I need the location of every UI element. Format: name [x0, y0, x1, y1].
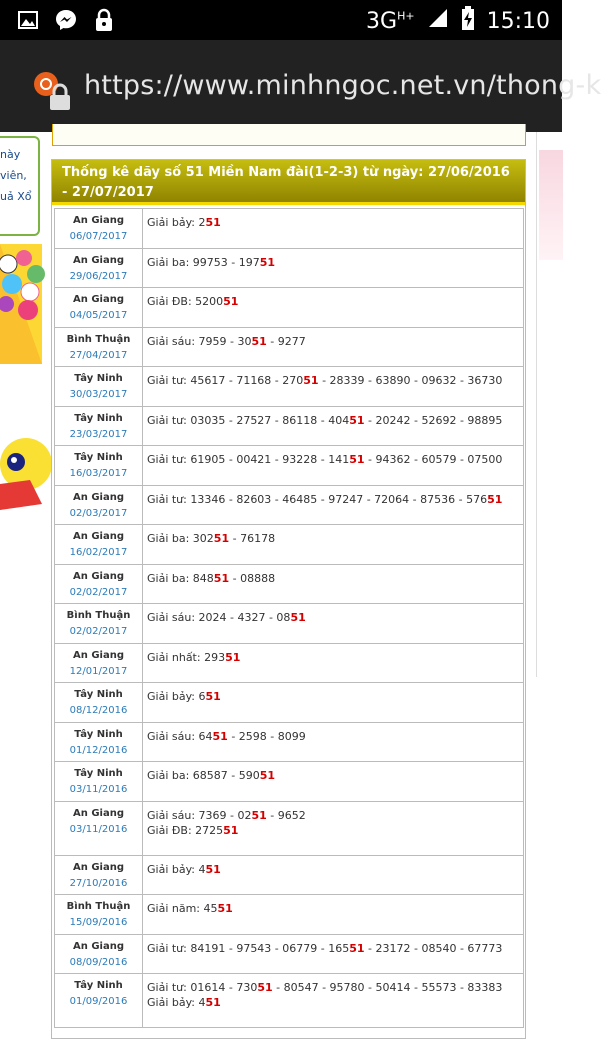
- prize-text: Giải ba: 302: [147, 532, 214, 545]
- province-cell: [55, 762, 143, 802]
- province-cell: [55, 855, 143, 895]
- prize-result-cell: [143, 801, 524, 855]
- prize-text: Giải ĐB: 5200: [147, 295, 224, 308]
- matched-digits: 51: [251, 334, 267, 348]
- prize-result-cell: [143, 722, 524, 762]
- prize-line: [147, 768, 519, 783]
- prize-text: Giải ba: 68587 - 590: [147, 769, 260, 782]
- draw-date-link[interactable]: 02/02/2017: [69, 586, 128, 598]
- province-name[interactable]: Bình Thuận: [66, 901, 131, 912]
- prize-line: [147, 452, 519, 467]
- draw-date-link[interactable]: 29/06/2017: [69, 270, 128, 282]
- table-row: [55, 525, 524, 565]
- prize-text: Giải tư: 61905 - 00421 - 93228 - 141: [147, 453, 350, 466]
- province-cell: [55, 209, 143, 249]
- matched-digits: 51: [223, 295, 239, 308]
- province-name[interactable]: An Giang: [72, 570, 124, 582]
- prize-text: Giải sáu: 2024 - 4327 - 08: [147, 611, 291, 624]
- draw-date-link[interactable]: 08/09/2016: [69, 956, 128, 968]
- matched-digits: 51: [303, 374, 319, 387]
- matched-digits: 51: [257, 981, 273, 994]
- prize-result-cell: [143, 934, 524, 974]
- prize-line: [147, 729, 519, 744]
- matched-digits: 51: [205, 690, 221, 703]
- province-name[interactable]: An Giang: [72, 294, 124, 305]
- prize-result-cell: [143, 683, 524, 723]
- province-cell: [55, 525, 143, 565]
- clock: 15:10: [486, 8, 550, 34]
- prize-text: Giải nhất: 293: [147, 650, 226, 664]
- prize-line: [147, 995, 519, 1010]
- draw-date-link[interactable]: 27/04/2017: [69, 349, 128, 361]
- top-notice-box: [52, 124, 526, 146]
- matched-digits: 51: [251, 808, 267, 822]
- matched-digits: 51: [205, 996, 221, 1009]
- matched-digits: 51: [225, 650, 241, 664]
- prize-line: [147, 334, 519, 349]
- prize-line: [147, 255, 519, 270]
- province-cell: [55, 327, 143, 367]
- table-row: [55, 762, 524, 802]
- table-row: [55, 801, 524, 855]
- table-row: [55, 485, 524, 525]
- right-ad-image[interactable]: [539, 150, 563, 260]
- prize-line: [147, 823, 519, 838]
- draw-date-link[interactable]: 08/12/2016: [69, 705, 128, 716]
- prize-text: Giải tư: 84191 - 97543 - 06779 - 165: [147, 941, 350, 955]
- prize-line: [147, 808, 519, 823]
- prize-result-cell: [143, 327, 524, 367]
- prize-result-cell: [143, 895, 524, 935]
- draw-date-link[interactable]: 03/11/2016: [69, 784, 128, 795]
- draw-date-link[interactable]: 02/02/2017: [69, 626, 128, 637]
- prize-text: Giải tư: 01614 - 730: [147, 981, 258, 994]
- province-cell: [55, 801, 143, 855]
- statistics-panel: [51, 159, 526, 1039]
- prize-line: [147, 373, 519, 388]
- province-cell: [55, 934, 143, 974]
- province-name[interactable]: An Giang: [72, 215, 124, 226]
- province-cell: [55, 604, 143, 644]
- matched-digits: 51: [349, 413, 365, 427]
- table-row: [55, 327, 524, 367]
- matched-digits: 51: [290, 611, 306, 624]
- province-name[interactable]: An Giang: [72, 807, 124, 819]
- prize-text: Giải sáu: 7369 - 02: [147, 808, 252, 822]
- province-cell: [55, 895, 143, 935]
- prize-line: [147, 571, 519, 586]
- signal-icon: [427, 7, 449, 35]
- gallery-icon: [18, 10, 38, 34]
- lottery-balls-banner[interactable]: [0, 244, 42, 364]
- browser-address-bar[interactable]: [0, 40, 601, 132]
- matched-digits: 51: [217, 902, 233, 915]
- province-name[interactable]: An Giang: [72, 861, 124, 873]
- prize-text: Giải ba: 99753 - 197: [147, 255, 260, 269]
- prize-line: [147, 215, 519, 230]
- prize-result-cell: [143, 762, 524, 802]
- draw-date-link[interactable]: 16/02/2017: [69, 547, 128, 558]
- matched-digits: 51: [259, 255, 276, 269]
- prize-result-cell: [143, 446, 524, 486]
- matched-digits: 51: [259, 769, 276, 782]
- table-row: [55, 895, 524, 935]
- left-sidebar-box: [0, 136, 40, 236]
- province-name[interactable]: An Giang: [72, 531, 124, 542]
- table-row: [55, 406, 524, 446]
- province-cell: [55, 485, 143, 525]
- prize-line: [147, 941, 519, 956]
- url-text[interactable]: https://www.minhngoc.net.vn/thong-k: [84, 70, 601, 101]
- prize-text: - 2598 - 8099: [227, 729, 306, 743]
- prize-result-cell: [143, 643, 524, 683]
- table-row: [55, 288, 524, 328]
- prize-text: Giải tư: 45617 - 71168 - 270: [147, 374, 304, 387]
- province-name[interactable]: Tây Ninh: [74, 373, 123, 384]
- province-name[interactable]: Bình Thuận: [66, 333, 131, 345]
- table-row: [55, 974, 524, 1028]
- province-cell: [55, 446, 143, 486]
- prize-result-cell: [143, 288, 524, 328]
- table-row: [55, 643, 524, 683]
- province-name[interactable]: Tây Ninh: [74, 412, 123, 424]
- page-content: [0, 132, 562, 1009]
- prize-result-cell: [143, 564, 524, 604]
- table-row: [55, 446, 524, 486]
- left-text-line: này: [0, 148, 21, 161]
- draw-date-link[interactable]: 23/03/2017: [69, 428, 128, 440]
- prize-result-cell: [143, 485, 524, 525]
- matched-digits: 51: [223, 823, 239, 837]
- prize-text: Giải bảy: 2: [147, 216, 206, 229]
- province-cell: [55, 974, 143, 1028]
- province-name[interactable]: Tây Ninh: [74, 980, 123, 991]
- prize-text: Giải sáu: 64: [147, 729, 213, 743]
- prize-text: Giải tư: 13346 - 82603 - 46485 - 97247 - 72064 - 87536 - 576: [147, 492, 488, 506]
- province-cell: [55, 643, 143, 683]
- province-cell: [55, 367, 143, 407]
- prize-line: [147, 492, 519, 507]
- prize-text: Giải ba: 848: [147, 571, 214, 585]
- draw-date-link[interactable]: 27/10/2016: [69, 877, 128, 889]
- matched-digits: 51: [212, 729, 228, 743]
- prize-text: - 20242 - 52692 - 98895: [364, 413, 503, 427]
- right-sidebar-strip: [536, 132, 562, 677]
- prize-line: [147, 294, 519, 309]
- province-cell: [55, 248, 143, 288]
- prize-text: Giải sáu: 7959 - 30: [147, 334, 252, 348]
- messenger-icon: [54, 8, 78, 36]
- draw-date-link[interactable]: 03/11/2016: [69, 823, 128, 835]
- prize-text: - 08888: [229, 571, 276, 585]
- matched-digits: 51: [349, 941, 365, 955]
- network-type: $3G^{H+}$: [366, 8, 415, 34]
- prize-text: - 9652: [266, 808, 306, 822]
- prize-text: Giải bảy: 4: [147, 862, 206, 876]
- prize-text: Giải ĐB: 2725: [147, 823, 224, 837]
- prize-text: - 28339 - 63890 - 09632 - 36730: [318, 374, 503, 387]
- prize-result-cell: [143, 855, 524, 895]
- draw-date-link[interactable]: 15/09/2016: [69, 917, 128, 928]
- prize-text: - 9277: [266, 334, 306, 348]
- matched-digits: 51: [213, 571, 230, 585]
- table-row: [55, 683, 524, 723]
- table-row: [55, 604, 524, 644]
- province-name[interactable]: An Giang: [72, 254, 124, 266]
- table-row: [55, 855, 524, 895]
- prize-result-cell: [143, 525, 524, 565]
- prize-line: [147, 650, 519, 665]
- matched-digits: 51: [205, 216, 221, 229]
- prize-text: - 94362 - 60579 - 07500: [364, 453, 503, 466]
- prize-line: [147, 413, 519, 428]
- prize-text: Giải năm: 45: [147, 902, 218, 915]
- province-cell: [55, 564, 143, 604]
- prize-line: [147, 862, 519, 877]
- table-row: [55, 722, 524, 762]
- province-cell: [55, 722, 143, 762]
- battery-charging-icon: [461, 6, 475, 36]
- panel-title: Thống kê dãy số 51 Miền Nam đài(1-2-3) từ ngày: 27/06/2016 - 27/07/2017: [52, 160, 525, 205]
- province-name[interactable]: An Giang: [72, 491, 124, 503]
- province-name[interactable]: An Giang: [72, 940, 124, 952]
- table-row: [55, 209, 524, 249]
- matched-digits: 51: [213, 532, 230, 545]
- draw-date-link[interactable]: 30/03/2017: [69, 389, 128, 400]
- province-cell: [55, 406, 143, 446]
- left-text-line: uả Xổ: [0, 190, 32, 203]
- prize-result-cell: [143, 367, 524, 407]
- draw-date-link[interactable]: 12/01/2017: [69, 665, 128, 677]
- lock-icon: [94, 8, 114, 36]
- prize-text: Giải tư: 03035 - 27527 - 86118 - 404: [147, 413, 350, 427]
- results-table: [54, 208, 524, 1028]
- lottery-mascot-banner[interactable]: [0, 434, 42, 510]
- province-name[interactable]: Tây Ninh: [74, 452, 123, 463]
- province-cell: [55, 288, 143, 328]
- prize-text: - 80547 - 95780 - 50414 - 55573 - 83383: [272, 981, 503, 994]
- draw-date-link[interactable]: 01/09/2016: [69, 996, 128, 1007]
- prize-line: [147, 689, 519, 704]
- prize-result-cell: [143, 604, 524, 644]
- draw-date-link[interactable]: 06/07/2017: [69, 231, 128, 242]
- prize-result-cell: [143, 209, 524, 249]
- province-name[interactable]: Tây Ninh: [74, 728, 123, 740]
- matched-digits: 51: [487, 492, 503, 506]
- matched-digits: 51: [349, 453, 365, 466]
- draw-date-link[interactable]: 01/12/2016: [69, 744, 128, 756]
- prize-result-cell: [143, 248, 524, 288]
- matched-digits: 51: [205, 862, 221, 876]
- province-name[interactable]: Tây Ninh: [74, 689, 123, 700]
- status-bar: [0, 0, 562, 40]
- prize-text: Giải bảy: 4: [147, 996, 206, 1009]
- province-cell: [55, 683, 143, 723]
- table-row: [55, 248, 524, 288]
- draw-date-link[interactable]: 04/05/2017: [69, 310, 128, 321]
- prize-text: - 23172 - 08540 - 67773: [364, 941, 503, 955]
- site-secure-lock-icon: [32, 71, 72, 111]
- prize-line: [147, 531, 519, 546]
- prize-line: [147, 901, 519, 916]
- prize-line: [147, 980, 519, 995]
- draw-date-link[interactable]: 16/03/2017: [69, 468, 128, 479]
- table-row: [55, 367, 524, 407]
- province-name[interactable]: Tây Ninh: [74, 768, 123, 779]
- province-name[interactable]: An Giang: [72, 649, 124, 661]
- prize-result-cell: [143, 406, 524, 446]
- province-name[interactable]: Bình Thuận: [66, 610, 131, 621]
- table-row: [55, 564, 524, 604]
- table-row: [55, 934, 524, 974]
- prize-text: - 76178: [229, 532, 276, 545]
- prize-result-cell: [143, 974, 524, 1028]
- prize-text: Giải bảy: 6: [147, 690, 206, 703]
- left-text-line: viên,: [0, 169, 27, 182]
- prize-line: [147, 610, 519, 625]
- draw-date-link[interactable]: 02/03/2017: [69, 507, 128, 519]
